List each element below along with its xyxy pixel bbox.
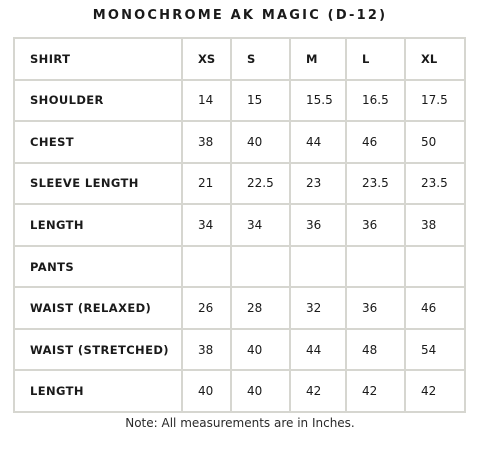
table-cell: 42 (290, 370, 346, 412)
row-label: LENGTH (14, 370, 182, 412)
table-cell: 46 (405, 287, 465, 329)
table-row-waist-stretched (14, 329, 465, 371)
table-cell: 26 (182, 287, 231, 329)
table-row-shirt-length (14, 204, 465, 246)
table-cell: 21 (182, 163, 231, 205)
row-label: WAIST (STRETCHED) (14, 329, 182, 371)
row-label: SLEEVE LENGTH (14, 163, 182, 205)
table-cell: 17.5 (405, 80, 465, 122)
table-row-pants-length (14, 370, 465, 412)
table-cell: 32 (290, 287, 346, 329)
table-cell (182, 246, 231, 288)
table-cell (290, 246, 346, 288)
size-header-m: M (290, 38, 346, 80)
table-cell: 36 (346, 204, 405, 246)
table-cell: 23 (290, 163, 346, 205)
table-cell: 34 (182, 204, 231, 246)
table-cell: 36 (346, 287, 405, 329)
table-cell: 44 (290, 329, 346, 371)
table-cell (346, 246, 405, 288)
section-label-pants: PANTS (14, 246, 182, 288)
table-cell: 50 (405, 121, 465, 163)
size-header-xl: XL (405, 38, 465, 80)
table-cell (231, 246, 290, 288)
table-row-chest (14, 121, 465, 163)
row-label: WAIST (RELAXED) (14, 287, 182, 329)
table-cell: 40 (231, 370, 290, 412)
row-label: SHOULDER (14, 80, 182, 122)
table-header-row (14, 38, 465, 80)
table-cell: 22.5 (231, 163, 290, 205)
table-cell: 44 (290, 121, 346, 163)
table-cell: 15 (231, 80, 290, 122)
table-row-pants (14, 246, 465, 288)
size-header-l: L (346, 38, 405, 80)
measurement-note: Note: All measurements are in Inches. (125, 416, 355, 430)
table-cell: 38 (182, 329, 231, 371)
table-cell: 42 (346, 370, 405, 412)
table-cell: 40 (231, 329, 290, 371)
row-label: CHEST (14, 121, 182, 163)
table-cell: 40 (231, 121, 290, 163)
table-cell: 38 (182, 121, 231, 163)
table-cell: 40 (182, 370, 231, 412)
table-cell: 36 (290, 204, 346, 246)
table-row-shoulder (14, 80, 465, 122)
table-cell: 48 (346, 329, 405, 371)
size-header-xs: XS (182, 38, 231, 80)
table-cell: 28 (231, 287, 290, 329)
table-cell: 16.5 (346, 80, 405, 122)
table-cell: 34 (231, 204, 290, 246)
table-row-waist-relaxed (14, 287, 465, 329)
table-cell: 15.5 (290, 80, 346, 122)
size-chart-table (13, 37, 466, 413)
chart-title: MONOCHROME AK MAGIC (D-12) (92, 8, 388, 23)
table-cell: 23.5 (346, 163, 405, 205)
table-cell: 54 (405, 329, 465, 371)
size-header-s: S (231, 38, 290, 80)
row-label: LENGTH (14, 204, 182, 246)
table-cell: 46 (346, 121, 405, 163)
table-row-sleeve-length (14, 163, 465, 205)
table-cell: 42 (405, 370, 465, 412)
table-cell (405, 246, 465, 288)
table-cell: 38 (405, 204, 465, 246)
section-label-shirt: SHIRT (14, 38, 182, 80)
table-cell: 14 (182, 80, 231, 122)
table-cell: 23.5 (405, 163, 465, 205)
